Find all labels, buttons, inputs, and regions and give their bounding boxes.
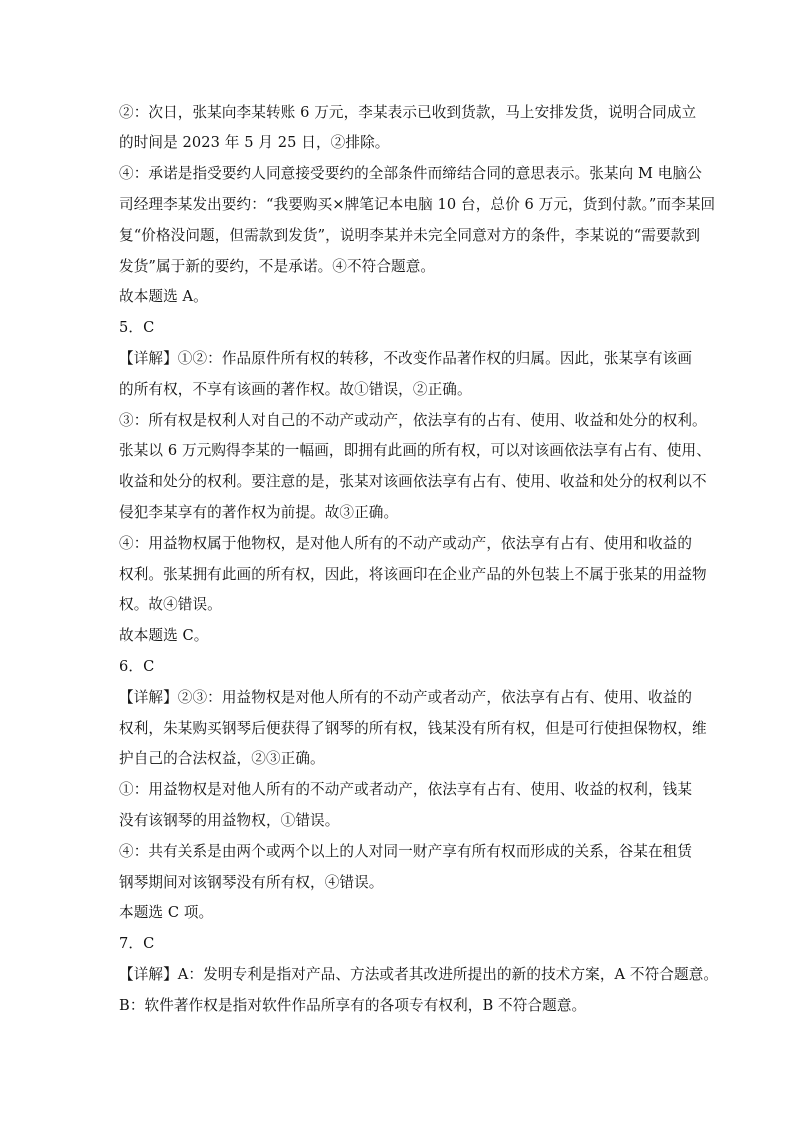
text-line: 张某以 6 万元购得李某的一幅画，即拥有此画的所有权，可以对该画依法享有占有、使用、	[119, 442, 711, 459]
question-number: 5．C	[119, 319, 155, 336]
question-number: 6．C	[119, 658, 155, 675]
text-line: 收益和处分的权利。要注意的是，张某对该画依法享有占有、使用、收益和处分的权利以不	[119, 473, 707, 490]
question-number: 7．C	[119, 935, 155, 952]
text-line: 本题选 C 项。	[119, 904, 214, 921]
text-line: 的所有权，不享有该画的著作权。故①错误，②正确。	[119, 381, 472, 398]
text-line: 的时间是 2023 年 5 月 25 日，②排除。	[119, 134, 390, 151]
text-line: ①：用益物权是对他人所有的不动产或者动产，依法享有占有、使用、收益的权利，钱某	[119, 781, 693, 798]
text-line: 故本题选 C。	[119, 627, 209, 644]
text-line: 侵犯李某享有的著作权为前提。故③正确。	[119, 504, 399, 521]
text-line: 发货”属于新的要约，不是承诺。④不符合题意。	[119, 258, 436, 275]
text-line: 权。故④错误。	[119, 596, 222, 613]
text-line: 【详解】①②：作品原件所有权的转移，不改变作品著作权的归属。因此，张某享有该画	[119, 350, 693, 367]
text-line: 故本题选 A。	[119, 288, 208, 305]
text-line: ③：所有权是权利人对自己的不动产或动产，依法享有的占有、使用、收益和处分的权利。	[119, 412, 707, 429]
text-line: 复“价格没问题，但需款到发货”，说明李某并未完全同意对方的条件，李某说的“需要款到	[119, 227, 701, 244]
text-line: 权利，朱某购买钢琴后便获得了钢琴的所有权，钱某没有所有权，但是可行使担保物权，维	[119, 720, 707, 737]
text-line: 护自己的合法权益，②③正确。	[119, 750, 325, 767]
text-line: ④：共有关系是由两个或两个以上的人对同一财产享有所有权而形成的关系，谷某在租赁	[119, 843, 693, 860]
text-line: 钢琴期间对该钢琴没有所有权，④错误。	[119, 874, 384, 891]
text-line: ④：承诺是指受要约人同意接受要约的全部条件而缔结合同的意思表示。张某向 M 电脑公	[119, 165, 702, 182]
text-line: 没有该钢琴的用益物权，①错误。	[119, 812, 340, 829]
text-line: ②：次日，张某向李某转账 6 万元，李某表示已收到货款，马上安排发货，说明合同成立	[119, 104, 697, 121]
text-line: 司经理李某发出要约：“我要购买×牌笔记本电脑 10 台，总价 6 万元，货到付款。”而李某回	[119, 196, 716, 213]
text-line: 权利。张某拥有此画的所有权，因此，将该画印在企业产品的外包装上不属于张某的用益物	[119, 566, 707, 583]
text-line: 【详解】A：发明专利是指对产品、方法或者其改进所提出的新的技术方案，A 不符合题意。	[119, 966, 719, 983]
text-line: ④：用益物权属于他物权，是对他人所有的不动产或动产，依法享有占有、使用和收益的	[119, 535, 693, 552]
text-line: B：软件著作权是指对软件作品所享有的各项专有权利，B 不符合题意。	[119, 997, 587, 1014]
text-line: 【详解】②③：用益物权是对他人所有的不动产或者动产，依法享有占有、使用、收益的	[119, 689, 693, 706]
